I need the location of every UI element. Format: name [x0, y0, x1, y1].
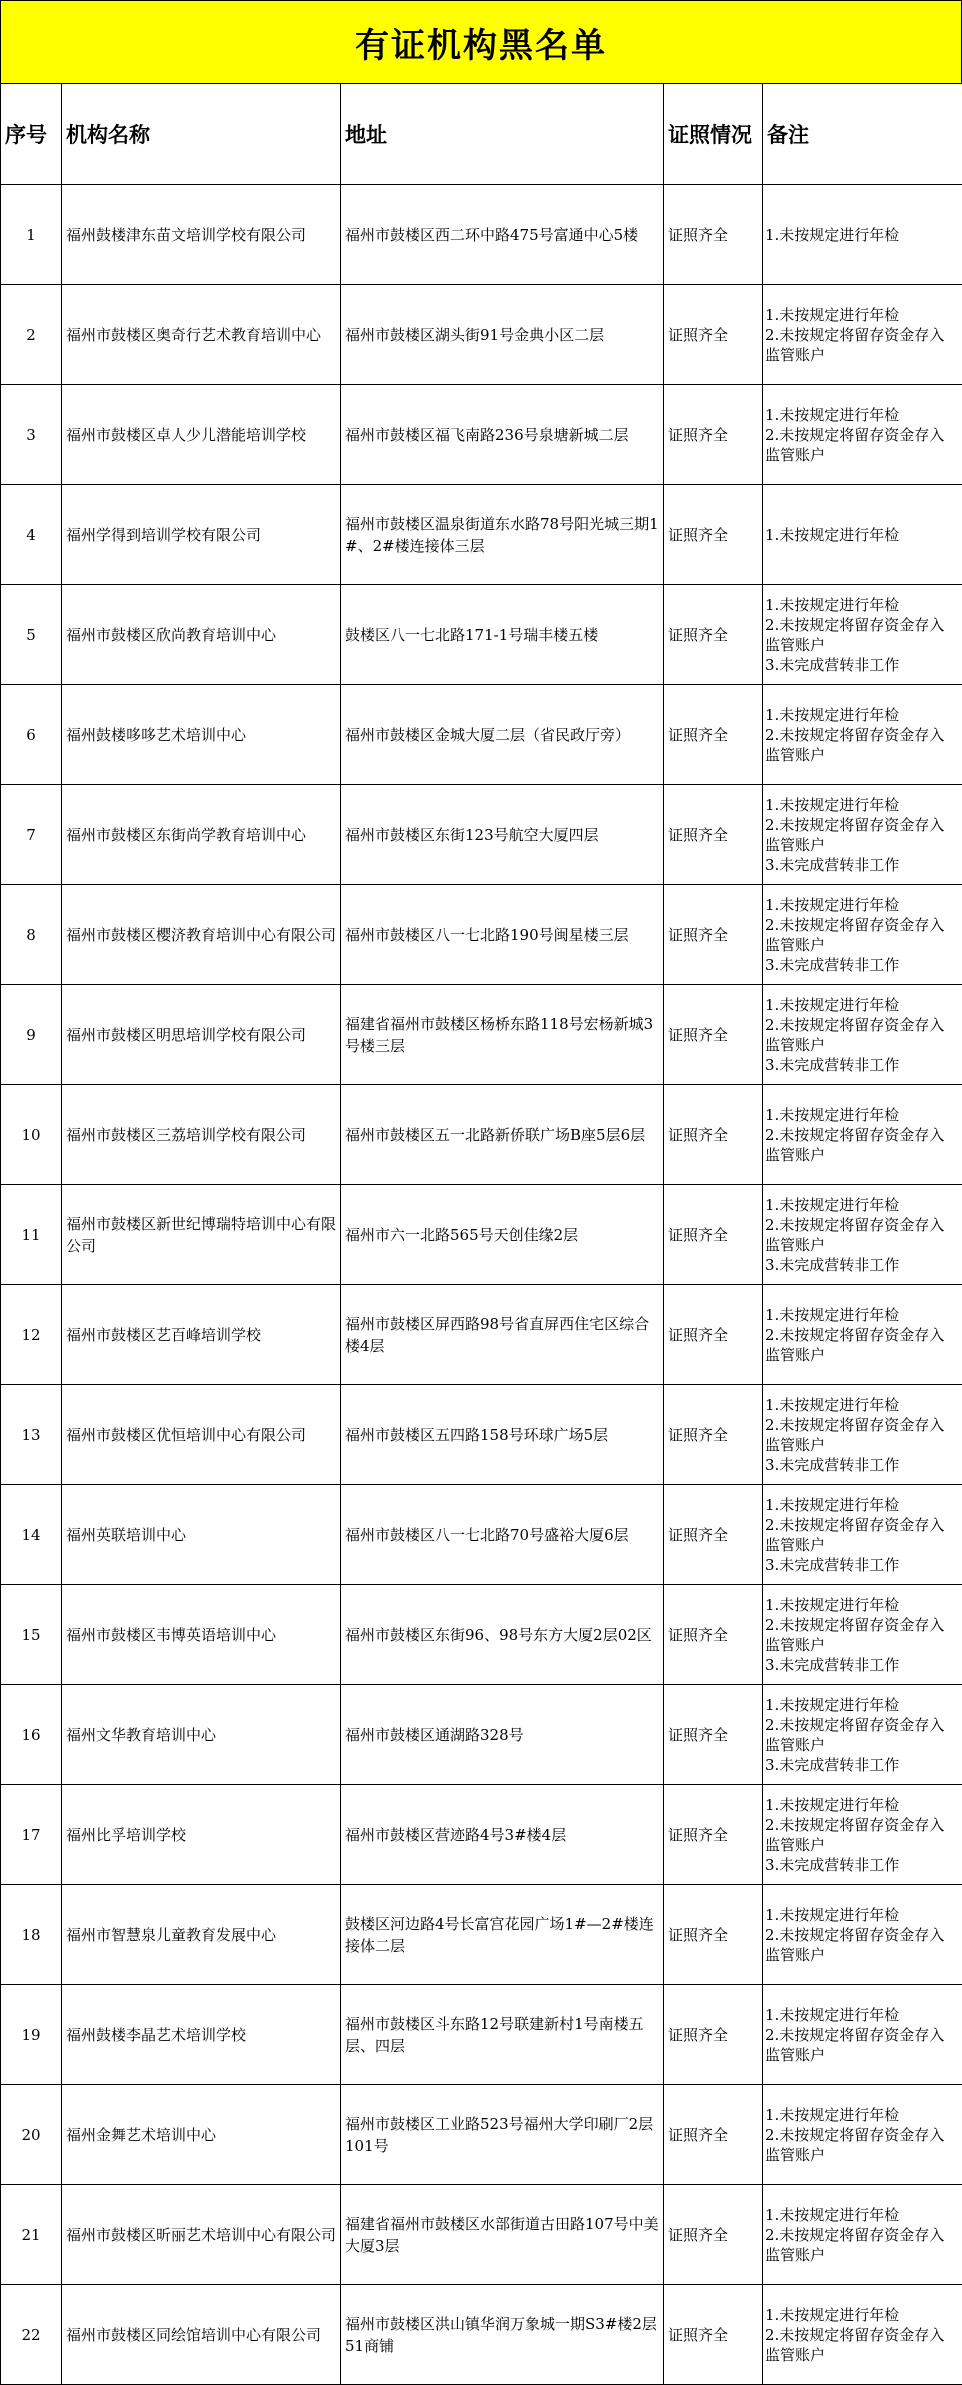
- row-number: 8: [1, 885, 62, 985]
- license-status: 证照齐全: [664, 1785, 763, 1885]
- institution-address: 福建省福州市鼓楼区杨桥东路118号宏杨新城3号楼三层: [341, 985, 664, 1085]
- remarks: 1.未按规定进行年检 2.未按规定将留存资金存入监管账户: [763, 1985, 962, 2085]
- license-status: 证照齐全: [664, 485, 763, 585]
- row-number: 7: [1, 785, 62, 885]
- institution-name: 福州市鼓楼区明思培训学校有限公司: [62, 985, 341, 1085]
- institution-name: 福州市鼓楼区昕丽艺术培训中心有限公司: [62, 2185, 341, 2285]
- row-number: 10: [1, 1085, 62, 1185]
- row-number: 18: [1, 1885, 62, 1985]
- table-row: [1, 685, 962, 785]
- license-status: 证照齐全: [664, 1985, 763, 2085]
- row-number: 3: [1, 385, 62, 485]
- institution-address: 福州市鼓楼区营迹路4号3#楼4层: [341, 1785, 664, 1885]
- remarks: 1.未按规定进行年检: [763, 185, 962, 285]
- institution-address: 鼓楼区河边路4号长富宫花园广场1#—2#楼连接体二层: [341, 1885, 664, 1985]
- table-row: [1, 1085, 962, 1185]
- remarks: 1.未按规定进行年检 2.未按规定将留存资金存入监管账户: [763, 1285, 962, 1385]
- license-status: 证照齐全: [664, 1085, 763, 1185]
- row-number: 22: [1, 2285, 62, 2385]
- institution-address: 福州市鼓楼区东街96、98号东方大厦2层02区: [341, 1585, 664, 1685]
- remarks: 1.未按规定进行年检 2.未按规定将留存资金存入监管账户 3.未完成营转非工作: [763, 1385, 962, 1485]
- institution-address: 福州市鼓楼区五四路158号环球广场5层: [341, 1385, 664, 1485]
- license-status: 证照齐全: [664, 2185, 763, 2285]
- remarks: 1.未按规定进行年检 2.未按规定将留存资金存入监管账户 3.未完成营转非工作: [763, 885, 962, 985]
- table-row: [1, 1585, 962, 1685]
- row-number: 21: [1, 2185, 62, 2285]
- license-status: 证照齐全: [664, 1385, 763, 1485]
- remarks: 1.未按规定进行年检: [763, 485, 962, 585]
- column-header-no: 序号: [1, 84, 62, 185]
- row-number: 16: [1, 1685, 62, 1785]
- table-row: [1, 185, 962, 285]
- remarks: 1.未按规定进行年检 2.未按规定将留存资金存入监管账户: [763, 1885, 962, 1985]
- institution-name: 福州鼓楼津东苗文培训学校有限公司: [62, 185, 341, 285]
- row-number: 5: [1, 585, 62, 685]
- remarks: 1.未按规定进行年检 2.未按规定将留存资金存入监管账户 3.未完成营转非工作: [763, 1185, 962, 1285]
- institution-name: 福州学得到培训学校有限公司: [62, 485, 341, 585]
- table-row: [1, 985, 962, 1085]
- table-row: [1, 385, 962, 485]
- remarks: 1.未按规定进行年检 2.未按规定将留存资金存入监管账户: [763, 285, 962, 385]
- row-number: 11: [1, 1185, 62, 1285]
- remarks: 1.未按规定进行年检 2.未按规定将留存资金存入监管账户 3.未完成营转非工作: [763, 1585, 962, 1685]
- institution-address: 福州市鼓楼区屏西路98号省直屏西住宅区综合楼4层: [341, 1285, 664, 1385]
- institution-name: 福州市鼓楼区欣尚教育培训中心: [62, 585, 341, 685]
- remarks: 1.未按规定进行年检 2.未按规定将留存资金存入监管账户 3.未完成营转非工作: [763, 1685, 962, 1785]
- remarks: 1.未按规定进行年检 2.未按规定将留存资金存入监管账户 3.未完成营转非工作: [763, 585, 962, 685]
- table-row: [1, 2185, 962, 2285]
- table-row: [1, 1485, 962, 1585]
- license-status: 证照齐全: [664, 785, 763, 885]
- institution-name: 福州市鼓楼区同绘馆培训中心有限公司: [62, 2285, 341, 2385]
- row-number: 15: [1, 1585, 62, 1685]
- table-row: [1, 485, 962, 585]
- institution-address: 福州市鼓楼区金城大厦二层（省民政厅旁）: [341, 685, 664, 785]
- license-status: 证照齐全: [664, 885, 763, 985]
- license-status: 证照齐全: [664, 2285, 763, 2385]
- row-number: 4: [1, 485, 62, 585]
- remarks: 1.未按规定进行年检 2.未按规定将留存资金存入监管账户: [763, 2185, 962, 2285]
- license-status: 证照齐全: [664, 985, 763, 1085]
- institution-address: 福州市鼓楼区五一北路新侨联广场B座5层6层: [341, 1085, 664, 1185]
- institution-address: 福州市六一北路565号天创佳缘2层: [341, 1185, 664, 1285]
- table-row: [1, 1985, 962, 2085]
- column-header-license: 证照情况: [664, 84, 763, 185]
- remarks: 1.未按规定进行年检 2.未按规定将留存资金存入监管账户 3.未完成营转非工作: [763, 785, 962, 885]
- table-row: [1, 1685, 962, 1785]
- institution-name: 福州市鼓楼区三荔培训学校有限公司: [62, 1085, 341, 1185]
- institution-name: 福州鼓楼李晶艺术培训学校: [62, 1985, 341, 2085]
- institution-address: 福州市鼓楼区福飞南路236号泉塘新城二层: [341, 385, 664, 485]
- institution-address: 福州市鼓楼区温泉街道东水路78号阳光城三期1#、2#楼连接体三层: [341, 485, 664, 585]
- institution-address: 福州市鼓楼区工业路523号福州大学印刷厂2层101号: [341, 2085, 664, 2185]
- institution-address: 福州市鼓楼区洪山镇华润万象城一期S3#楼2层51商铺: [341, 2285, 664, 2385]
- table-row: [1, 1885, 962, 1985]
- institution-address: 福州市鼓楼区东街123号航空大厦四层: [341, 785, 664, 885]
- row-number: 9: [1, 985, 62, 1085]
- row-number: 13: [1, 1385, 62, 1485]
- institution-address: 福州市鼓楼区湖头街91号金典小区二层: [341, 285, 664, 385]
- institution-address: 福州市鼓楼区西二环中路475号富通中心5楼: [341, 185, 664, 285]
- table-row: [1, 1185, 962, 1285]
- column-header-address: 地址: [341, 84, 664, 185]
- institution-name: 福州市鼓楼区东街尚学教育培训中心: [62, 785, 341, 885]
- table-row: [1, 1385, 962, 1485]
- table-header: [1, 84, 962, 185]
- remarks: 1.未按规定进行年检 2.未按规定将留存资金存入监管账户: [763, 2085, 962, 2185]
- institution-name: 福州市鼓楼区卓人少儿潜能培训学校: [62, 385, 341, 485]
- license-status: 证照齐全: [664, 1485, 763, 1585]
- license-status: 证照齐全: [664, 2085, 763, 2185]
- license-status: 证照齐全: [664, 1185, 763, 1285]
- table-row: [1, 285, 962, 385]
- row-number: 14: [1, 1485, 62, 1585]
- institution-name: 福州市鼓楼区优恒培训中心有限公司: [62, 1385, 341, 1485]
- license-status: 证照齐全: [664, 1585, 763, 1685]
- institution-address: 福建省福州市鼓楼区水部街道古田路107号中美大厦3层: [341, 2185, 664, 2285]
- table-row: [1, 585, 962, 685]
- license-status: 证照齐全: [664, 1885, 763, 1985]
- license-status: 证照齐全: [664, 1685, 763, 1785]
- remarks: 1.未按规定进行年检 2.未按规定将留存资金存入监管账户: [763, 685, 962, 785]
- institution-address: 福州市鼓楼区斗东路12号联建新村1号南楼五层、四层: [341, 1985, 664, 2085]
- table-body: [1, 185, 962, 2385]
- row-number: 19: [1, 1985, 62, 2085]
- remarks: 1.未按规定进行年检 2.未按规定将留存资金存入监管账户: [763, 1085, 962, 1185]
- license-status: 证照齐全: [664, 585, 763, 685]
- table-row: [1, 885, 962, 985]
- institution-name: 福州金舞艺术培训中心: [62, 2085, 341, 2185]
- table-row: [1, 2285, 962, 2385]
- table-row: [1, 1785, 962, 1885]
- institution-name: 福州鼓楼哆哆艺术培训中心: [62, 685, 341, 785]
- institution-name: 福州市鼓楼区新世纪博瑞特培训中心有限公司: [62, 1185, 341, 1285]
- table-row: [1, 785, 962, 885]
- institution-address: 福州市鼓楼区八一七北路190号闽星楼三层: [341, 885, 664, 985]
- remarks: 1.未按规定进行年检 2.未按规定将留存资金存入监管账户 3.未完成营转非工作: [763, 985, 962, 1085]
- institution-name: 福州文华教育培训中心: [62, 1685, 341, 1785]
- row-number: 6: [1, 685, 62, 785]
- row-number: 1: [1, 185, 62, 285]
- blacklist-table: [0, 83, 962, 2385]
- row-number: 2: [1, 285, 62, 385]
- institution-name: 福州市鼓楼区樱济教育培训中心有限公司: [62, 885, 341, 985]
- row-number: 20: [1, 2085, 62, 2185]
- row-number: 17: [1, 1785, 62, 1885]
- table-row: [1, 2085, 962, 2185]
- remarks: 1.未按规定进行年检 2.未按规定将留存资金存入监管账户 3.未完成营转非工作: [763, 1485, 962, 1585]
- institution-name: 福州市鼓楼区奥奇行艺术教育培训中心: [62, 285, 341, 385]
- license-status: 证照齐全: [664, 385, 763, 485]
- table-row: [1, 1285, 962, 1385]
- license-status: 证照齐全: [664, 285, 763, 385]
- institution-address: 福州市鼓楼区通湖路328号: [341, 1685, 664, 1785]
- institution-name: 福州市智慧泉儿童教育发展中心: [62, 1885, 341, 1985]
- license-status: 证照齐全: [664, 685, 763, 785]
- row-number: 12: [1, 1285, 62, 1385]
- institution-address: 福州市鼓楼区八一七北路70号盛裕大厦6层: [341, 1485, 664, 1585]
- institution-name: 福州市鼓楼区韦博英语培训中心: [62, 1585, 341, 1685]
- institution-name: 福州英联培训中心: [62, 1485, 341, 1585]
- header-row: [1, 84, 962, 185]
- institution-name: 福州比孚培训学校: [62, 1785, 341, 1885]
- column-header-name: 机构名称: [62, 84, 341, 185]
- remarks: 1.未按规定进行年检 2.未按规定将留存资金存入监管账户: [763, 385, 962, 485]
- license-status: 证照齐全: [664, 1285, 763, 1385]
- sheet-title: 有证机构黑名单: [0, 0, 962, 84]
- institution-name: 福州市鼓楼区艺百峰培训学校: [62, 1285, 341, 1385]
- remarks: 1.未按规定进行年检 2.未按规定将留存资金存入监管账户: [763, 2285, 962, 2385]
- institution-address: 鼓楼区八一七北路171-1号瑞丰楼五楼: [341, 585, 664, 685]
- column-header-remarks: 备注: [763, 84, 962, 185]
- remarks: 1.未按规定进行年检 2.未按规定将留存资金存入监管账户 3.未完成营转非工作: [763, 1785, 962, 1885]
- license-status: 证照齐全: [664, 185, 763, 285]
